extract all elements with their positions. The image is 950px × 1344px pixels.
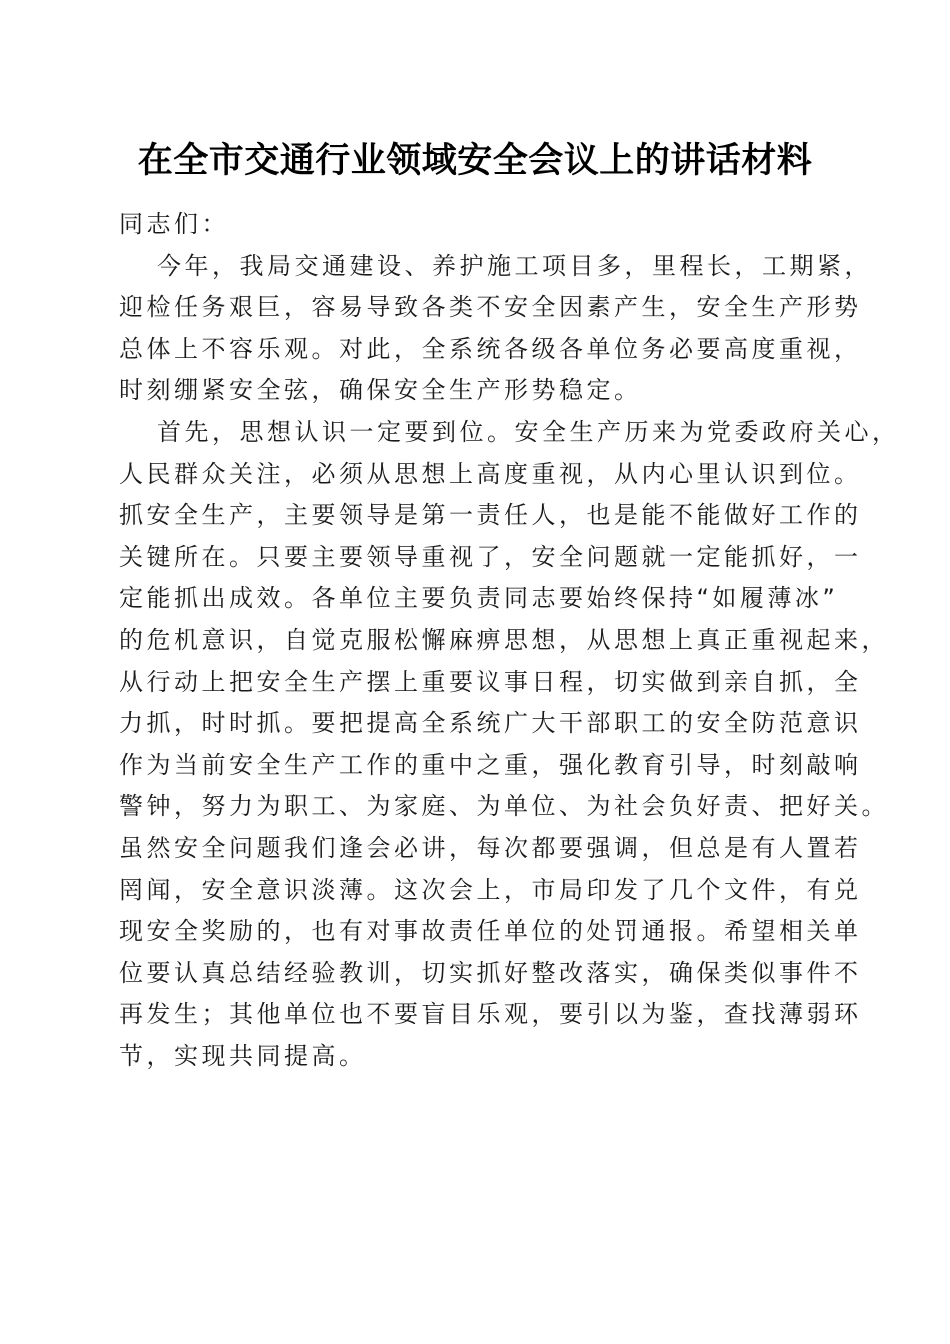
paragraph-2-line-9: 作为当前安全生产工作的重中之重，强化教育引导，时刻敲响 <box>119 750 862 779</box>
paragraph-2-line-12: 罔闻，安全意识淡薄。这次会上，市局印发了几个文件，有兑 <box>119 875 862 904</box>
paragraph-2-line-4: 关键所在。只要主要领导重视了，安全问题就一定能抓好，一 <box>119 542 862 571</box>
paragraph-2-line-16: 节，实现共同提高。 <box>119 1041 367 1070</box>
paragraph-2-line-8: 力抓，时时抓。要把提高全系统广大干部职工的安全防范意识 <box>119 709 862 738</box>
paragraph-2-line-6: 的危机意识，自觉克服松懈麻痹思想，从思想上真正重视起来， <box>119 625 889 654</box>
paragraph-2-line-5: 定能抓出成效。各单位主要负责同志要始终保持“如履薄冰” <box>119 584 839 613</box>
salutation: 同志们： <box>119 210 229 238</box>
paragraph-1-line-2: 迎检任务艰巨，容易导致各类不安全因素产生，安全生产形势 <box>119 293 862 322</box>
paragraph-1-line-4: 时刻绷紧安全弦，确保安全生产形势稳定。 <box>119 376 642 405</box>
paragraph-1-line-1: 今年，我局交通建设、养护施工项目多，里程长，工期紧， <box>157 251 872 280</box>
paragraph-2-line-13: 现安全奖励的，也有对事故责任单位的处罚通报。希望相关单 <box>119 917 862 946</box>
paragraph-2-line-7: 从行动上把安全生产摆上重要议事日程，切实做到亲自抓，全 <box>119 667 862 696</box>
paragraph-2-line-3: 抓安全生产，主要领导是第一责任人，也是能不能做好工作的 <box>119 501 862 530</box>
document-body <box>119 204 900 1077</box>
paragraph-2-line-1: 首先，思想认识一定要到位。安全生产历来为党委政府关心， <box>157 417 900 446</box>
paragraph-2-line-11: 虽然安全问题我们逢会必讲，每次都要强调，但总是有人置若 <box>119 833 862 862</box>
paragraph-2-line-10: 警钟，努力为职工、为家庭、为单位、为社会负好责、把好关。 <box>119 792 889 821</box>
paragraph-2-line-2: 人民群众关注，必须从思想上高度重视，从内心里认识到位。 <box>119 459 862 488</box>
document-title: 在全市交通行业领域安全会议上的讲话材料 <box>137 140 813 181</box>
paragraph-2-line-15: 再发生；其他单位也不要盲目乐观，要引以为鉴，查找薄弱环 <box>119 1000 862 1029</box>
paragraph-1-line-3: 总体上不容乐观。对此，全系统各级各单位务必要高度重视， <box>119 334 862 363</box>
paragraph-2-line-14: 位要认真总结经验教训，切实抓好整改落实，确保类似事件不 <box>119 958 862 987</box>
